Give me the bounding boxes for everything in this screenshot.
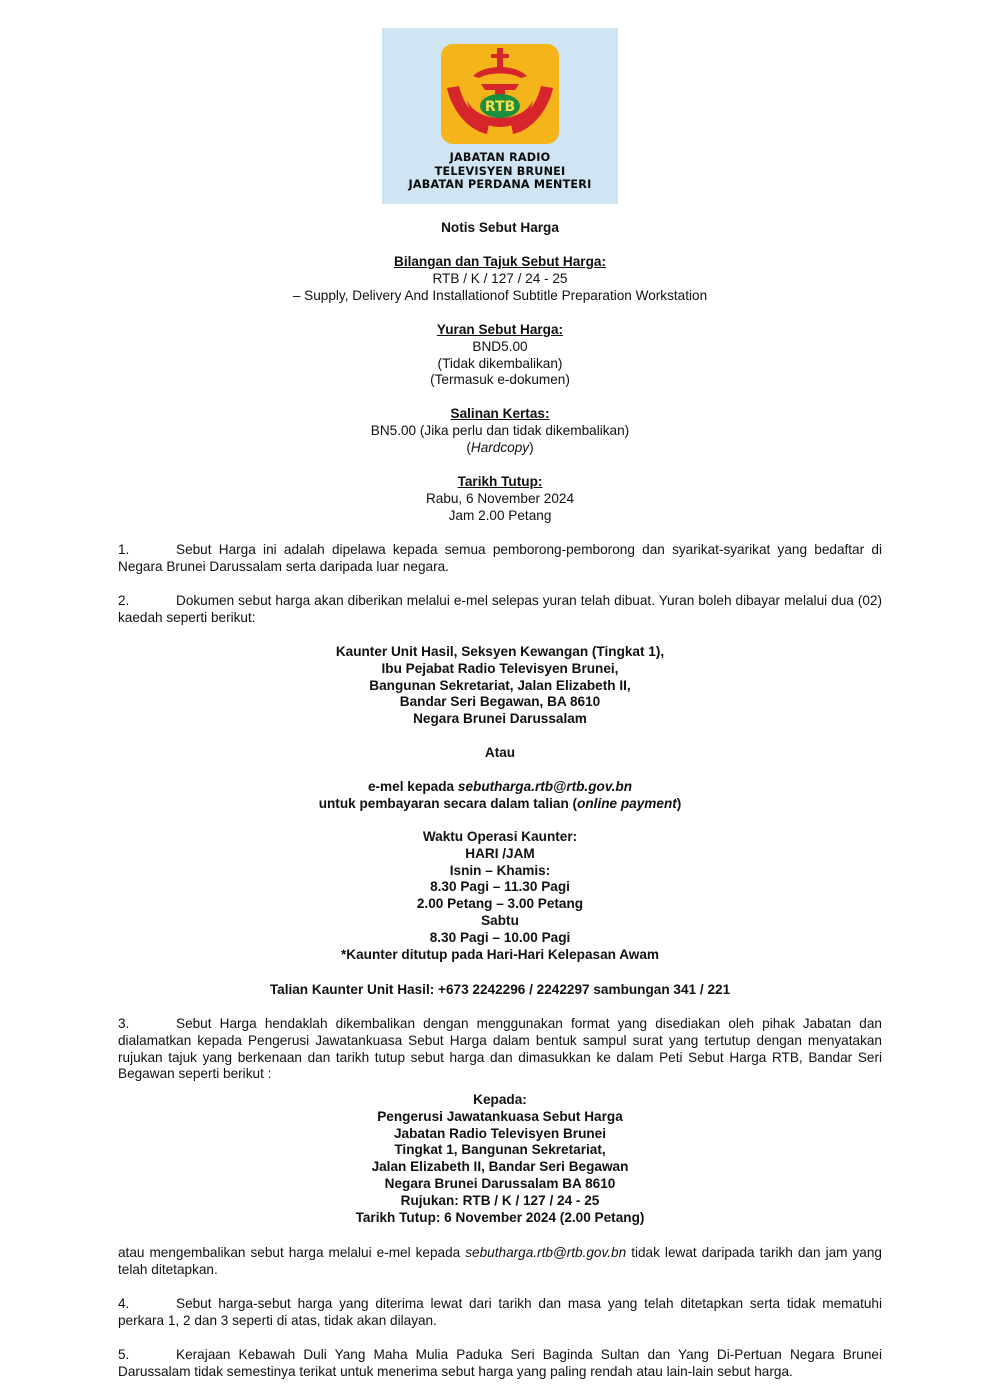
payment-email-link[interactable]: sebutharga.rtb@rtb.gov.bn — [457, 779, 633, 794]
hours-line: 8.30 Pagi – 11.30 Pagi — [430, 879, 570, 895]
reference-section — [118, 254, 882, 304]
hardcopy-heading: Salinan Kertas: — [450, 406, 550, 421]
fee-note-2: (Termasuk e-dokumen) — [430, 372, 570, 388]
paragraph-1-text: Sebut Harga ini adalah dipelawa kepada semua pemborong-pemborong dan syarikat-syarikat yang bedaftar di Negara Brunei Darussalam serta daripada luar negara. — [118, 542, 882, 574]
emblem-text: RTB — [484, 99, 516, 115]
closing-section — [118, 474, 882, 524]
counter-hours — [118, 829, 882, 963]
email-payment-line-2: untuk pembayaran secara dalam talian (online payment) — [318, 795, 682, 811]
reference-heading: Bilangan dan Tajuk Sebut Harga: — [394, 254, 606, 269]
recipient-line: Kepada: — [473, 1092, 527, 1107]
address-line: Bangunan Sekretariat, Jalan Elizabeth II, — [369, 677, 631, 693]
recipient-line: Negara Brunei Darussalam BA 8610 — [384, 1175, 616, 1191]
recipient-line: Tingkat 1, Bangunan Sekretariat, — [394, 1142, 606, 1158]
paragraph-1-number: 1. — [118, 542, 130, 557]
closing-heading: Tarikh Tutup: — [457, 474, 543, 489]
paragraph-4-number: 4. — [118, 1296, 130, 1311]
fee-section — [118, 322, 882, 389]
reference-subject: – Supply, Delivery And Installationof Subtitle Preparation Workstation — [292, 287, 708, 303]
hours-line: Sabtu — [481, 912, 519, 928]
recipient-address — [118, 1092, 882, 1226]
hardcopy-amount: BN5.00 (Jika perlu dan tidak dikembalikan) — [370, 422, 630, 438]
hours-line: 2.00 Petang – 3.00 Petang — [416, 896, 584, 912]
address-line: Kaunter Unit Hasil, Seksyen Kewangan (Tingkat 1), — [335, 644, 665, 659]
recipient-line: Jabatan Radio Televisyen Brunei — [393, 1125, 607, 1141]
paragraph-3-text: Sebut Harga hendaklah dikembalikan dengan menggunakan format yang disediakan oleh pihak Jabatan dan dialamatkan kepada Pengerusi Jawatankuasa Sebut Harga dalam bentuk sampul surat yang tertutup dengan menyatakan rujukan tajuk yang berkenaan dan tarikh tutup sebut harga dan dimasukkan ke dalam Peti Sebut Harga RTB, Bandar Seri Begawan seperti berikut : — [118, 1016, 882, 1082]
logo-line-3: JABATAN PERDANA MENTERI — [408, 178, 592, 192]
paragraph-5-text: Kerajaan Kebawah Duli Yang Maha Mulia Paduka Seri Baginda Sultan dan Yang Di-Pertuan Negara Brunei Darussalam tidak semestinya terikat untuk menerima sebut harga yang paling rendah atau lain-lain sebut harga. — [118, 1347, 882, 1379]
paragraph-4 — [118, 1296, 882, 1330]
paragraph-5-number: 5. — [118, 1347, 130, 1362]
paragraph-5 — [118, 1347, 882, 1381]
email-payment-line-1: e-mel kepada sebutharga.rtb@rtb.gov.bn — [367, 779, 633, 794]
recipient-line: Tarikh Tutup: 6 November 2024 (2.00 Petang) — [355, 1209, 645, 1225]
logo-line-1: JABATAN RADIO — [449, 151, 551, 164]
closing-date: Rabu, 6 November 2024 — [425, 490, 575, 506]
hardcopy-section — [118, 406, 882, 456]
recipient-line: Rujukan: RTB / K / 127 / 24 - 25 — [400, 1192, 600, 1208]
paragraph-4-text: Sebut harga-sebut harga yang diterima lewat dari tarikh dan masa yang telah ditetapkan serta tidak mematuhi perkara 1, 2 dan 3 seperti di atas, tidak akan dilayan. — [118, 1296, 882, 1328]
logo-text — [382, 151, 618, 192]
recipient-line: Jalan Elizabeth II, Bandar Seri Begawan — [371, 1159, 629, 1175]
hardcopy-note: (Hardcopy) — [466, 439, 534, 455]
paragraph-3b: atau mengembalikan sebut harga melalui e-mel kepada sebutharga.rtb@rtb.gov.bn tidak lewat daripada tarikh dan jam yang telah ditetapkan. — [118, 1245, 882, 1277]
reference-number: RTB / K / 127 / 24 - 25 — [432, 270, 568, 286]
address-line: Negara Brunei Darussalam — [413, 711, 587, 727]
paragraph-2-text: Dokumen sebut harga akan diberikan melalui e-mel selepas yuran telah dibuat. Yuran boleh dibayar melalui dua (02) kaedah seperti berikut: — [118, 593, 882, 625]
email-payment — [118, 779, 882, 813]
counter-phone: Talian Kaunter Unit Hasil: +673 2242296 / 2242297 sambungan 341 / 221 — [269, 982, 731, 997]
rtb-logo — [382, 28, 618, 204]
hardcopy-note-italic: Hardcopy — [470, 439, 530, 455]
notice-title: Notis Sebut Harga — [441, 220, 559, 235]
hours-line: HARI /JAM — [465, 845, 535, 861]
or-text: Atau — [484, 745, 516, 760]
counter-address — [118, 644, 882, 728]
hours-line: *Kaunter ditutup pada Hari-Hari Kelepasan Awam — [340, 946, 659, 962]
hours-line: Waktu Operasi Kaunter: — [422, 829, 578, 844]
submission-email-link[interactable]: sebutharga.rtb@rtb.gov.bn — [465, 1245, 627, 1260]
fee-note-1: (Tidak dikembalikan) — [437, 355, 563, 371]
address-line: Bandar Seri Begawan, BA 8610 — [399, 694, 601, 710]
address-line: Ibu Pejabat Radio Televisyen Brunei, — [381, 660, 619, 676]
fee-amount: BND5.00 — [472, 338, 528, 354]
closing-time: Jam 2.00 Petang — [448, 507, 552, 523]
rtb-emblem-icon — [437, 38, 563, 150]
paragraph-3 — [118, 1016, 882, 1083]
logo-line-2: TELEVISYEN BRUNEI — [434, 164, 566, 178]
recipient-line: Pengerusi Jawatankuasa Sebut Harga — [377, 1108, 623, 1124]
fee-heading: Yuran Sebut Harga: — [436, 322, 564, 337]
hours-line: 8.30 Pagi – 10.00 Pagi — [429, 929, 571, 945]
hours-line: Isnin – Khamis: — [449, 862, 551, 878]
paragraph-2-number: 2. — [118, 593, 130, 608]
paragraph-2 — [118, 593, 882, 627]
paragraph-1 — [118, 542, 882, 576]
paragraph-3-number: 3. — [118, 1016, 130, 1031]
